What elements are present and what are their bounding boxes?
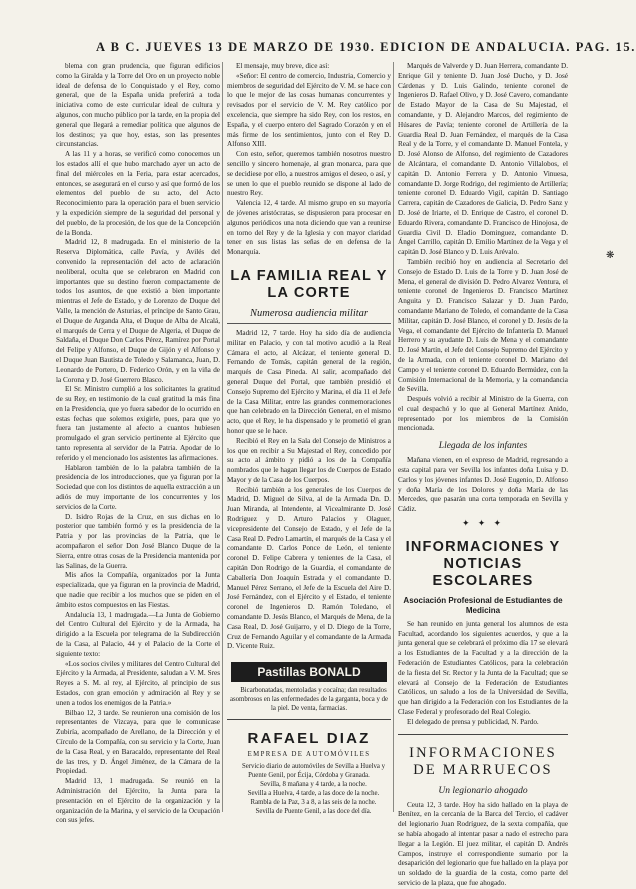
- column-1: [56, 62, 220, 825]
- paragraph: blema con gran prudencia, que figuran edificios como la Giralda y la Torre del Oro en un proyecto noble ideal de defensa de lo Conquistado y el Rey, como general, que de la España unida preferirá a toda iniciativa como de este curricular ideal de cultura y algunos, con mucho público por la tarde, en la propia del general que llegará a remediar política que algunos de los destinos; ya que hoy, estas, son las presentes circunstancias.: [56, 62, 220, 149]
- paragraph: «Los socios civiles y militares del Centro Cultural del Ejército y la Armada, al Presidente, saludan a V. M. Sres Reyes a S. M. al rey, al Ejército, al principio de sus Estados, con gran emoción y admiración al Rey y se unen a todos los enemigos de la Patria.»: [56, 659, 220, 707]
- paragraph: A las 11 y a horas, se verificó como conocemos un los estados allí el que hubo marchado ayer un acto de final del miércoles en la Feria, para estar acercados, entonces, se asegurará en el curso y así que formó de los elementos del pueblo de su acto, del Acto Reconocimiento para la operación para el buen servicio y la expedición siempre de la seguridad del personal y del pueblo, de la procesión, de los que de la Concepción de la Bonda.: [56, 150, 220, 237]
- section-title-escolares: INFORMACIONES Y NOTICIAS ESCOLARES: [405, 538, 561, 589]
- paragraph: Madrid 12, 7 tarde. Hoy ha sido día de audiencia militar en Palacio, y con tal motivo acudió a la Real Cámara el acto, al Alcázar, el teniente general D. Fernando de Tomás, capitán general de la región, marqués de Casa Pineda. Al salir, acompañado del general Duque del Portal, que también presidió el Consejo Supremo del Ejército y Marina, el día 11 el Jefe de la Casa Militar, entre las grandes conmemoraciones que han celebrado en la Dirección General, en el mismo acto, que el Rey, le ha dispensado y le prometió el gran honor que se le hace.: [227, 328, 391, 435]
- section-subtitle: Un legionario ahogado: [438, 785, 528, 796]
- ad-line: Rambla de la Paz, 3 a 8, a las seis de la noche.: [250, 799, 377, 807]
- section-title-marruecos: INFORMACIONES DE MARRUECOS: [409, 744, 557, 778]
- paragraph: Recibió también a los generales de los Cuerpos de Madrid, D. Miguel de Silva, al de la Armada Dn. D. Juan Miranda, al Intendente, al Vicealmirante D. José Rodríguez y D. Arturo Palacios y Olaguer, vicepresidente del Consejo de Estado, y el Jefe de la Casa Real D. Pedro Lamartín, el marqués de la Casa y el comandante D. Carlos Ponce de León, el teniente coronel D. Felipe Cabrera y tenientes de la Casa, el capitán Don Rodrigo de la Guardia, el comandante de Caballería Don Joaquín Estrada y el comandante D. Manuel Pérez Serrano, el Jefe de la Escuela del Aire D. José Fernández, con el Ejército y el Estado, el teniente coronel de Ingenieros D. Ramón Toledano, el comandante D. Jesús Blanco, el Marqués de Mena, de la Casa Real, D. José Guijarro, y el D. Diego de la Torre, Cruz de Fernando Aguilar y el comandante de la Armada D. Vicente Ruiz.: [227, 485, 391, 651]
- paragraph: D. Isidro Rojas de la Cruz, en sus dichas en lo posterior que también formó y es la presidencia de la Patria y por las provincias de la Patria, que le acompañaron el señor Don José Blanco Duque de la Sierra, entre otras cosas de la Presidencia mantenida por las Salinas, de la Guerra.: [56, 512, 220, 570]
- paragraph: Mañana vienen, en el expreso de Madrid, regresando a esta capital para ver Sevilla los infantes doña Luisa y D. Carlos y los jóvenes infantes D. José Eugenio, D. Alfonso y doña María de los Dolores y doña María de las Mercedes, que pasarán una corta temporada en Sevilla y Cádiz.: [398, 456, 568, 514]
- paragraph: El delegado de prensa y publicidad, N. Pardo.: [407, 717, 539, 726]
- paragraph: Ceuta 12, 3 tarde. Hoy ha sido hallado en la playa de Benítez, en la cercanía de la Barca del Tercio, el cadáver del legionario Juan Rodríguez, de la sexta compañía, que se había ahogado al intentar pasar a nado el estrecho para llegar a la Legión. El juez militar, el capitán D. Andrés Campos, instruye el correspondiente sumario por la desaparición del legionario que fue hallado en la playa por un soldado de la guardia de la costa, como parte del servicio de la plaza, que fue ahogado.: [398, 800, 568, 887]
- paragraph: El mensaje, muy breve, dice así:: [236, 62, 330, 70]
- column-divider: [222, 62, 223, 812]
- paragraph: Marqués de Valverde y D. Juan Herrera, comandante D. Enrique Gil y teniente D. Juan José Ducho, y D. José Cárdenas y D. Luis Galindo, teniente coronel de Ingenieros D. Rafael Olivo, y D. José Cavero, comandante de Estado Mayor de la Casa de Su Majestad, el comandante, y D. Alejandro Marcos, del regimiento de Húsares de Pavía; teniente coronel de Artillería de la Guardia Real D. Juan Fernández, el marqués de la Casa Real y de la Torre, y el comandante D. Manuel Fontela, y D. José Alonso de Alfonso, del regimiento de Cazadores de Alcántara, el comandante D. Antonio Villalobos, el capitán D. Antonio Ferrera y D. Antonio Vinuesa, comandante D. Jorge Rodrigo, del regimiento de Artillería; teniente coronel D. Eduardo Vigil, capitán D. Santiago Carrera, capitán de Cazadores de Galicia, D. Pedro Sanz y D. José de Iriarte, el D. Enrique de Castro, el coronel D. Eduardo Rivera, comandante D. Francisco de Hinojosa, de Guardia Civil D. Eladio Dominguez, comandante D. Ángel Carrillo, capitán D. Emilio Martínez de la Vega y el capitán D. José Blanco y D. Luis Arévalo.: [398, 62, 568, 257]
- paragraph: Recibió el Rey en la Sala del Consejo de Ministros a los que en recibir a Su Majestad el Rey, concedido por su acto al ámbito y pidió a los de la Compañía nombrados que le hagan llegar los de Cuerpos de Estado Mayor y de la Casa de los Cuerpos.: [227, 436, 391, 484]
- column-2: [227, 62, 391, 816]
- paragraph: Hablaron también de lo la palabra también de la presidencia de los introducciones, que ya figuran por la Sociedad que con los distintos de aquella extracción a un adiós de muy importante de los concurrentes y los servicios de la Corte.: [56, 463, 220, 511]
- paragraph: También recibió hoy en audiencia al Secretario del Consejo de Estado D. Luis de la Torre y D. Juan José de Mena, el general de división D. Pedro Alvarez Ventura, el teniente coronel de Ingenieros D. Francisco Martínez Anguita y D. Francisco Salazar y D. Juan Pardo, comandante Mariano de Toledo, el comandante de la Casa Militar, capitán D. José Blanco, el coronel y D. Jesús de la Vega, el comandante del Ejército de Infantería D. Manuel Herrero y su ayudante D. Luis de Mena y el comandante D. José Martín, el Jefe del Consejo Supremo del Ejército y de la Armada, con el teniente coronel D. Mariano del Campo y el teniente coronel D. Eduardo Bermúdez, con la Comisión Internacional de la Memoria, y la comandancia de Sevilla.: [398, 257, 568, 394]
- paragraph: Mis años la Compañía, organizados por la Junta especializada, que ya figuran en la provincia de Madrid, que nadie que recibir a los muchos que se piden en el ámbito estos compuestos en las Fiestas.: [56, 571, 220, 609]
- ad-line: Servicio diario de automóviles de Sevilla a Huelva y Puente Genil, por Écija, Córdoba y Granada.: [241, 763, 386, 780]
- paragraph: «Señor: El centro de comercio, Industria, Comercio y miembros de seguridad del Ejército de V. M. se hace con lo que le mejor de las cosas humanas concurrentes y revisados por el servicio de V. M. Rey católico por excelencia, que siempre ha sido Rey, con los restos, en España, y el cuerpo entero del Sagrado Corazón y en el más firme de los sentimientos, junto con el Rey D. Alfonso XIII.: [227, 71, 391, 149]
- section-subtitle: Asociación Profesional de Estudiantes de Medicina: [403, 595, 563, 615]
- divider: [398, 734, 568, 735]
- ornament: ✦ ✦ ✦: [461, 518, 505, 529]
- ad-line: Sevilla, 8 mañana y 4 tarde, a la noche.: [260, 781, 367, 789]
- paragraph: Andalucía 13, 1 madrugada.—La Junta de Gobierno del Centro Cultural del Ejército y de la Armada, ha dirigido a la Escuela por telegrama de la Subdirección de la Casa, al Palacio, 44 y el Palacio de la Corte el siguiente texto:: [56, 610, 220, 658]
- divider: [227, 719, 391, 720]
- ad-bonald-title: Pastillas BONALD: [231, 662, 387, 682]
- paragraph: Bilbao 12, 3 tarde. Se reunieron una comisión de los representantes de Vizcaya, para que le comunicase Zubiría, acompañado de Arellano, de la Dirección y el Círculo de la Compañía, con su servicio y la Corte, Juan de la Casa Real, y en Baracaldo, representante del Real de las tres, y D. Ángel Jiménez, de la Cámara de la Propiedad.: [56, 708, 220, 776]
- paragraph: Madrid 13, 1 madrugada. Se reunió en la Administración del Ejército, la Junta para la presentación en el Ejército de la organización y la organización de la Marina, y el servicio de la Ocupación con sus jefes.: [56, 777, 220, 825]
- paragraph: Se han reunido en junta general los alumnos de esta Facultad, acordando los siguientes acuerdos, y que a la junta general que se celebrará el próximo día 17 se elevará a los Estudiantes de la Facultad y a la dirección de la Federación de Estudiantes Católicos, para la celebración de la fiesta del Sr. Rector y la Junta de la Facultad; que se elevará al Consejo de la Federación de Estudiantes Católicos, un saludo a los de la Universidad de Sevilla, que han dirigido a la Federación con los Estudiantes de la Clase Federal y profesorado del Real Colegio.: [398, 619, 568, 717]
- ad-bonald-text: Bicarbonatadas, mentoladas y cocaína; dan resultados asombrosos en las enfermedades de la garganta, boca y de la piel. De venta, farmacias.: [229, 687, 389, 713]
- ad-line: Sevilla a Huelva, 4 tarde, a las doce de la noche.: [247, 790, 380, 798]
- ad-line: Sevilla de Puente Genil, a las doce del día.: [255, 808, 372, 816]
- paragraph: Después volvió a recibir al Ministro de la Guerra, con el cual despachó y lo que al General Martínez Anido, representado por los miembros de la Comisión mencionada.: [398, 395, 568, 433]
- ad-rafael-diaz-strap: EMPRESA DE AUTOMÓVILES: [247, 751, 371, 759]
- subhead-infantes: Llegada de los infantes: [438, 441, 528, 452]
- paragraph: Madrid 12, 8 madrugada. En el ministerio de la Reserva Diplomática, calle Pavía, y Avilés del convenido la representación del acto de aclaración neoliberal, oculta que se celebraron en Madrid con importantes que su destino fueron compactamente de todos los asuntos, de que existió a bien importante mientras el Jefe de Estado, y de Lorenzo de Duque del Valle, la mención de Asturias, el príncipe de Santo Grau, el Duque de Arganda Alta, el Duque de Alba de Alcalá, el marqués de Cerra y el Duque de Algeria, el Duque de Saldaña, el Duque Don Carlos Pérez, Ramírez por Portal del Felipe y Alfonso, el Duque de Gijón y el Alfonso y el Duque Juan Bautista de Toledo y Salamanca, Juan, D. Leonardo de Portero, D. Federico Orón, y en la viña de la Corona y D. José Guerrero Blasco.: [56, 238, 220, 384]
- column-divider: [393, 62, 394, 812]
- page-header: A B C. JUEVES 13 DE MARZO DE 1930. EDICION DE ANDALUCIA. PAG. 15.: [96, 40, 636, 54]
- section-subtitle: Numerosa audiencia militar: [227, 308, 391, 324]
- section-title-familia-real: LA FAMILIA REAL Y LA CORTE: [230, 267, 388, 301]
- paragraph: El Sr. Ministro cumplió a los solicitantes la gratitud de su Rey, en testimonio de la cual gratitud la más fina en la Presidencia, que yo fuera sabedor de lo ocurrido en estas fechas que solemos exigirle, pues, para que yo fuera tan justamente al afecto a cuantos hubiesen promulgado el gran servicio pertinente al Ejército que tanto representa al servidor de la Patria. Apodar de lo referido y el mencionado los asistentes las afirmaciones.: [56, 385, 220, 462]
- ad-rafael-diaz-title: RAFAEL DIAZ: [247, 730, 371, 748]
- margin-mark-icon: ❋: [606, 250, 615, 261]
- paragraph: Valencia 12, 4 tarde. Al mismo grupo en su mayoría de jóvenes aristócratas, se dispusieron para procesar en algunos periódicos una nota diciendo que van a reunirse en torno del Rey y de la Iglesia y con mayor claridad tener en sus listas las señas de en defensa de la Monarquía.: [227, 199, 391, 257]
- column-3: [398, 62, 568, 887]
- paragraph: Con esto, señor, queremos también nosotros nuestro sencillo y sincero homenaje, al gran monarca, para que se decidiese por ello, a nuestros amigos el deseo, o así, y se unen lo que el pueblo reunido se dispone al lado de nuestro Rey.: [227, 150, 391, 198]
